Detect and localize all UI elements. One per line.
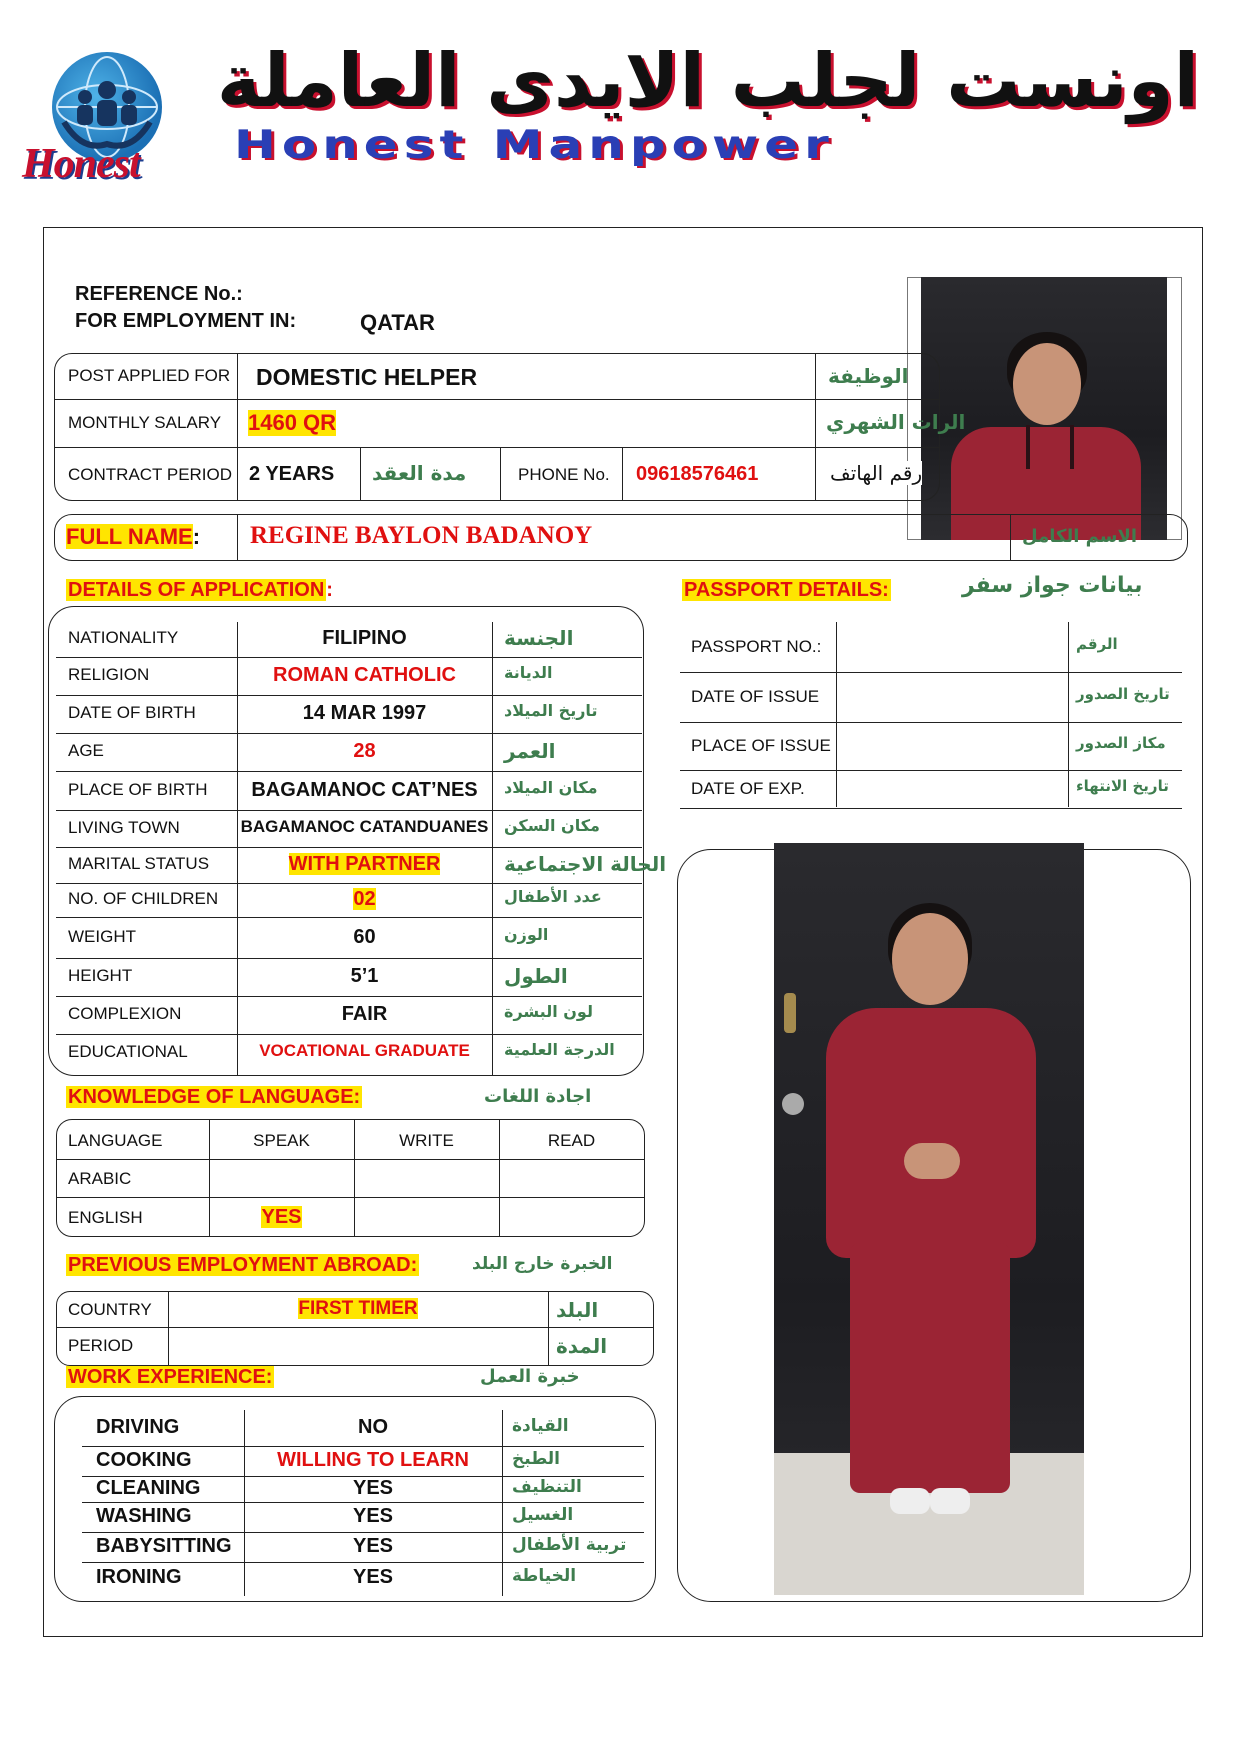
- contract-label: CONTRACT PERIOD: [68, 465, 233, 484]
- detail-arabic: الحالة الاجتماعية: [504, 852, 667, 876]
- detail-label: LIVING TOWN: [68, 818, 180, 837]
- english-company-title: Honest Manpower: [234, 122, 835, 168]
- salary-arabic: الرات الشهري: [826, 410, 966, 434]
- work-title-arabic: خبرة العمل: [480, 1366, 580, 1387]
- detail-label: NO. OF CHILDREN: [68, 889, 219, 908]
- work-label: IRONING: [96, 1566, 182, 1588]
- full-name-arabic: الاسم الكامل: [1022, 526, 1138, 547]
- work-arabic: تربية الأطفال: [512, 1535, 627, 1555]
- detail-value: ROMAN CATHOLIC: [273, 664, 456, 686]
- detail-label: AGE: [68, 741, 104, 760]
- work-value: YES: [352, 1535, 394, 1557]
- work-value: YES: [352, 1505, 394, 1527]
- detail-arabic: الديانة: [504, 663, 553, 682]
- logo-text: Honest: [22, 141, 140, 187]
- phone-label: PHONE No.: [518, 465, 610, 484]
- full-name-box: [54, 514, 1188, 561]
- work-label: COOKING: [96, 1449, 192, 1471]
- reference-label: REFERENCE No.:: [75, 283, 243, 305]
- work-arabic: التنظيف: [512, 1477, 582, 1497]
- detail-label: NATIONALITY: [68, 628, 179, 647]
- language-header-write: WRITE: [399, 1131, 454, 1150]
- language-arabic-label: ARABIC: [68, 1169, 132, 1188]
- detail-value: WITH PARTNER: [288, 853, 441, 875]
- work-value: WILLING TO LEARN: [277, 1449, 469, 1471]
- full-name-label: FULL NAME:: [66, 524, 201, 549]
- detail-value: BAGAMANOC CATANDUANES: [240, 817, 489, 836]
- passport-label: DATE OF ISSUE: [691, 687, 820, 706]
- work-label: BABYSITTING: [96, 1535, 232, 1557]
- detail-label: RELIGION: [68, 665, 150, 684]
- applicant-full-body-photo: [774, 843, 1084, 1595]
- country-arabic: البلد: [556, 1298, 599, 1322]
- post-value: DOMESTIC HELPER: [256, 364, 478, 390]
- passport-arabic: تاريخ الانتهاء: [1076, 777, 1169, 795]
- details-title: DETAILS OF APPLICATION :: [68, 579, 333, 601]
- detail-value: 28: [353, 740, 376, 762]
- detail-value: 14 MAR 1997: [302, 702, 427, 724]
- detail-arabic: عدد الأطفال: [504, 887, 602, 906]
- detail-label: EDUCATIONAL: [68, 1042, 188, 1061]
- language-header-read: READ: [547, 1131, 596, 1150]
- detail-label: HEIGHT: [68, 966, 133, 985]
- salary-label: MONTHLY SALARY: [68, 413, 222, 432]
- detail-label: WEIGHT: [68, 927, 136, 946]
- detail-value: 5’1: [350, 965, 379, 987]
- post-arabic: الوظيفة: [828, 364, 909, 388]
- employment-label: FOR EMPLOYMENT IN:: [75, 310, 297, 332]
- detail-label: PLACE OF BIRTH: [68, 780, 208, 799]
- work-label: DRIVING: [96, 1416, 180, 1438]
- detail-value: BAGAMANOC CAT’NES: [251, 779, 478, 801]
- period-label: PERIOD: [68, 1336, 134, 1355]
- passport-label: PASSPORT NO.:: [691, 637, 822, 656]
- work-label: CLEANING: [96, 1477, 201, 1499]
- detail-value: FAIR: [341, 1003, 388, 1025]
- language-header-language: LANGUAGE: [68, 1131, 163, 1150]
- detail-label: MARITAL STATUS: [68, 854, 210, 873]
- contract-arabic: مدة العقد: [372, 461, 467, 485]
- post-label: POST APPLIED FOR: [68, 366, 231, 385]
- detail-label: DATE OF BIRTH: [68, 703, 196, 722]
- language-title-arabic: اجادة اللغات: [484, 1086, 592, 1107]
- detail-arabic: لون البشرة: [504, 1002, 593, 1021]
- detail-value: VOCATIONAL GRADUATE: [259, 1041, 470, 1060]
- employment-country: QATAR: [360, 310, 435, 335]
- company-logo: [12, 52, 192, 192]
- language-english-label: ENGLISH: [68, 1208, 143, 1227]
- language-header-speak: SPEAK: [253, 1131, 310, 1150]
- detail-arabic: مكان الميلاد: [504, 778, 598, 797]
- phone-value: 09618576461: [636, 463, 759, 485]
- previous-title-arabic: الخبرة خارج البلد: [472, 1254, 613, 1274]
- arabic-company-title: اونست لجلب الايدى العاملة: [216, 38, 1199, 124]
- work-arabic: الغسيل: [512, 1505, 574, 1525]
- passport-label: DATE OF EXP.: [691, 779, 805, 798]
- detail-arabic: الدرجة العلمية: [504, 1040, 615, 1059]
- passport-title: PASSPORT DETAILS:: [684, 579, 889, 601]
- passport-arabic: تاريخ الصدور: [1076, 685, 1170, 703]
- work-arabic: الطبخ: [512, 1449, 560, 1469]
- work-label: WASHING: [96, 1505, 192, 1527]
- detail-arabic: الطول: [504, 964, 568, 988]
- passport-title-arabic: بيانات جواز سفر: [962, 573, 1143, 598]
- passport-arabic: الرقم: [1076, 635, 1118, 653]
- work-value: YES: [352, 1477, 394, 1499]
- passport-label: PLACE OF ISSUE: [691, 736, 831, 755]
- detail-value: FILIPINO: [322, 627, 407, 649]
- work-arabic: القيادة: [512, 1416, 569, 1436]
- language-english-speak: YES: [261, 1206, 302, 1228]
- period-arabic: المدة: [556, 1334, 608, 1358]
- passport-arabic: مكاز الصدور: [1076, 734, 1166, 752]
- salary-value: 1460 QR: [248, 410, 337, 435]
- detail-value: 60: [353, 926, 376, 948]
- applicant-portrait-photo: [921, 277, 1167, 540]
- detail-arabic: تاريخ الميلاد: [504, 701, 598, 720]
- work-value: NO: [358, 1416, 388, 1438]
- detail-arabic: الجنسة: [504, 626, 574, 650]
- country-value: FIRST TIMER: [298, 1298, 418, 1319]
- full-name-value: REGINE BAYLON BADANOY: [250, 522, 593, 549]
- work-value: YES: [352, 1566, 394, 1588]
- detail-arabic: العمر: [504, 739, 556, 763]
- country-label: COUNTRY: [68, 1300, 152, 1319]
- detail-arabic: الوزن: [504, 925, 549, 944]
- previous-title: PREVIOUS EMPLOYMENT ABROAD:: [68, 1254, 418, 1276]
- work-title: WORK EXPERIENCE:: [68, 1366, 273, 1388]
- work-arabic: الخياطة: [512, 1566, 577, 1586]
- phone-arabic: رقم الهاتف: [830, 461, 923, 485]
- language-title: KNOWLEDGE OF LANGUAGE:: [68, 1086, 361, 1108]
- contract-value: 2 YEARS: [249, 463, 335, 485]
- detail-label: COMPLEXION: [68, 1004, 182, 1023]
- detail-value: 02: [353, 888, 376, 910]
- detail-arabic: مكان السكن: [504, 816, 600, 835]
